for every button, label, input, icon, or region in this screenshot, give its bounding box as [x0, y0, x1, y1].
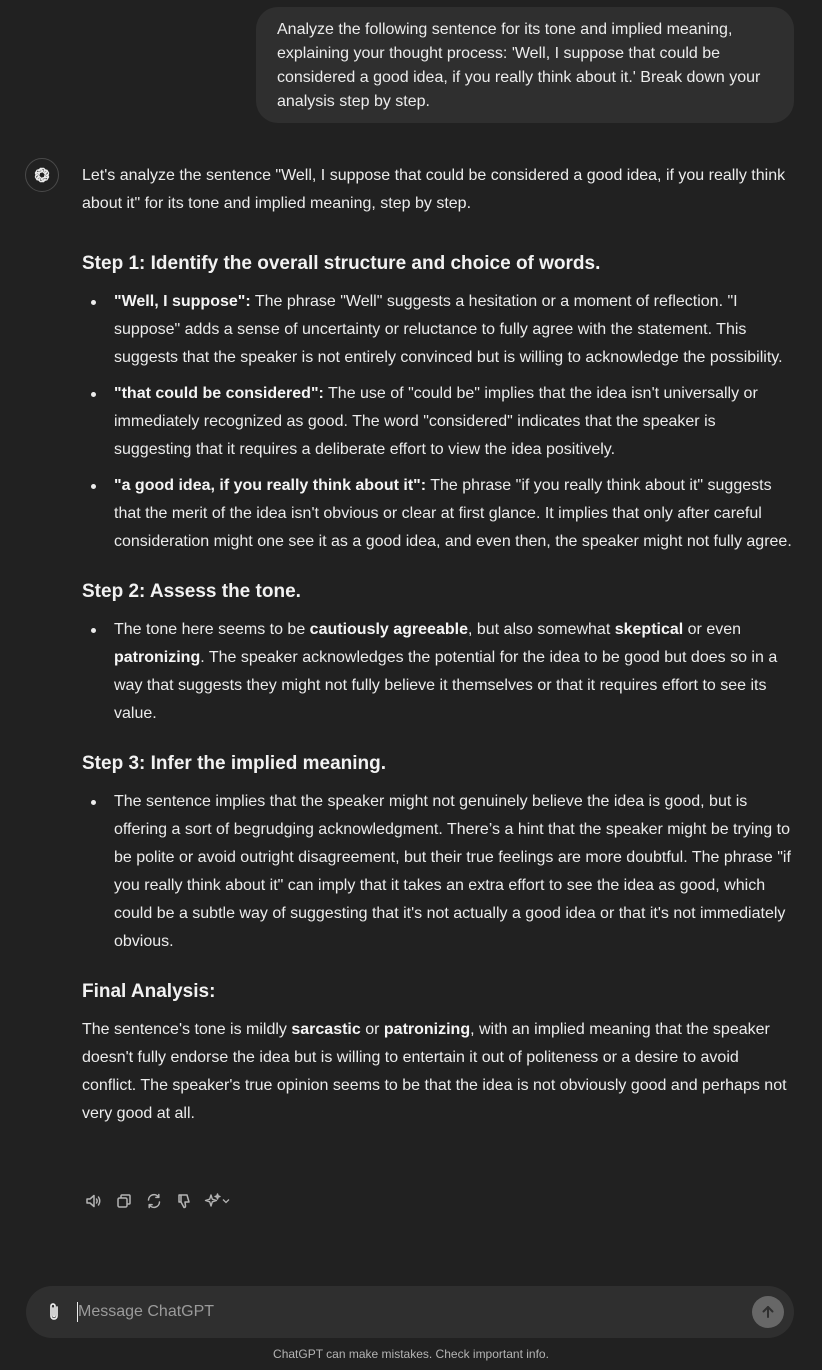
text-run: , but also somewhat [467, 621, 615, 638]
emphasis: skeptical [614, 621, 684, 638]
thumbs-down-icon [175, 1192, 193, 1210]
list-item [82, 616, 796, 728]
final-heading: Final Analysis: [82, 981, 216, 1002]
text-run: , with an implied meaning that the speaker doesn't fully endorse the idea but is willing to entertain it out of politeness or a desire to avoid conflict. The speaker's true opinion seems to be that the idea is not obviously good and perhaps not very good at all. [82, 1021, 787, 1122]
list-item-text: The sentence implies that the speaker might not genuinely believe the idea is good, but is offering a sort of begrudging acknowledgment. There’s a hint that the speaker might be trying to be polite or avoid outright disagreement, but their true feelings are more doubtful. The phrase "if you really think about it" can imply that it takes an extra effort to see the idea as good, which could be a subtle way of suggesting that it's not actually a good idea or that it's not immediately obvious. [114, 793, 791, 950]
copy-icon [115, 1192, 133, 1210]
final-paragraph [82, 1016, 796, 1128]
list-item [82, 788, 796, 956]
sparkle-model-icon [204, 1192, 222, 1210]
assistant-response [82, 162, 796, 1128]
emphasis: sarcastic [291, 1021, 361, 1038]
disclaimer-text: ChatGPT can make mistakes. Check important info. [273, 1347, 549, 1361]
text-run: or even [683, 621, 742, 638]
list-item-text: The phrase "if you really think about it" suggests that the merit of the idea isn't obvious or clear at first glance. It implies that only after careful consideration might one see it as a good idea, and even then, the speaker might not fully agree. [114, 477, 792, 550]
copy-button[interactable] [112, 1189, 136, 1213]
intro-paragraph: Let's analyze the sentence "Well, I suppose that could be considered a good idea, if you really think about it" for its tone and implied meaning, step by step. [82, 167, 786, 212]
list-item [82, 380, 796, 464]
step1-heading: Step 1: Identify the overall structure and choice of words. [82, 253, 601, 274]
openai-logo-icon [32, 165, 52, 185]
emphasis: cautiously agreeable [309, 621, 468, 638]
message-input[interactable] [78, 1298, 728, 1326]
assistant-avatar [25, 158, 59, 192]
chevron-down-icon [222, 1197, 230, 1205]
attach-button[interactable] [42, 1300, 66, 1324]
message-action-bar [82, 1189, 238, 1213]
text-run: . The speaker acknowledges the potential for the idea to be good but does so in a way that suggests they might not fully believe it themselves or that it requires effort to see its value. [114, 649, 778, 722]
arrow-up-icon [760, 1304, 776, 1320]
text-run: The tone here seems to be [114, 621, 310, 638]
list-item-text: The use of "could be" implies that the idea isn't universally or immediately recognized as good. The word "considered" indicates that the speaker is suggesting that it requires a deliberate effort to view the idea positively. [114, 385, 758, 458]
list-item-term: "that could be considered": [114, 385, 324, 402]
step1-list [82, 288, 796, 556]
emphasis: patronizing [114, 649, 201, 666]
text-run: or [360, 1021, 384, 1038]
change-model-button[interactable] [202, 1189, 232, 1213]
step2-list [82, 616, 796, 728]
step2-heading: Step 2: Assess the tone. [82, 581, 301, 602]
text-caret [77, 1302, 78, 1322]
list-item-text: The phrase "Well" suggests a hesitation or a moment of reflection. "I suppose" adds a sense of uncertainty or reluctance to fully agree with the statement. This suggests that the speaker is not entirely convinced but is willing to acknowledge the possibility. [114, 293, 783, 366]
list-item [82, 288, 796, 372]
paperclip-icon [44, 1301, 64, 1323]
list-item [82, 472, 796, 556]
speaker-icon [85, 1192, 103, 1210]
list-item-term: "a good idea, if you really think about it": [114, 477, 427, 494]
text-run: The sentence's tone is mildly [82, 1021, 292, 1038]
regenerate-icon [145, 1192, 163, 1210]
bad-response-button[interactable] [172, 1189, 196, 1213]
message-composer [26, 1286, 794, 1338]
regenerate-button[interactable] [142, 1189, 166, 1213]
read-aloud-button[interactable] [82, 1189, 106, 1213]
send-button[interactable] [752, 1296, 784, 1328]
list-item-term: "Well, I suppose": [114, 293, 251, 310]
step3-list [82, 788, 796, 956]
step3-heading: Step 3: Infer the implied meaning. [82, 753, 387, 774]
emphasis: patronizing [383, 1021, 471, 1038]
user-message-bubble [256, 7, 794, 123]
user-message-text: Analyze the following sentence for its tone and implied meaning, explaining your thought process: 'Well, I suppose that could be considered a good idea, if you really think about it.' Break down your analysis step by step. [277, 21, 761, 110]
